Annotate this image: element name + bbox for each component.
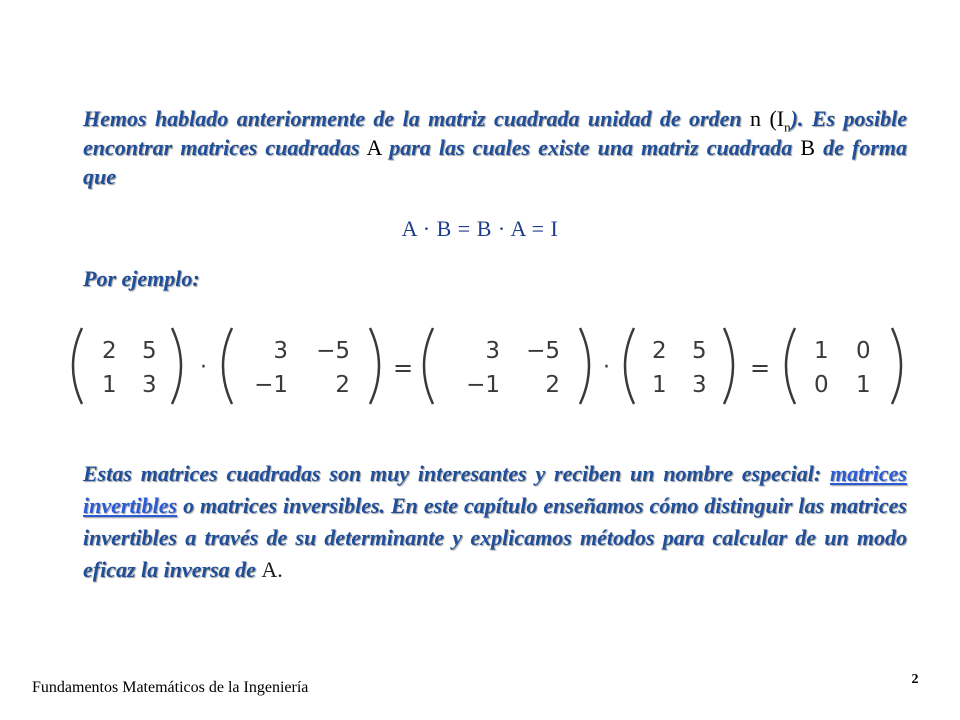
bracket-right [370,328,379,404]
page-number: 2 [911,672,919,687]
matrix-cell: 2 [102,338,117,364]
bracket-left [786,328,795,404]
matrix-cell: 2 [335,372,350,398]
intro-text-2: ). Es posible encontrar matrices cuadradas [83,106,908,160]
matrix-cell: 0 [814,372,829,398]
matrix-cell: 3 [142,372,157,398]
dot-operator: · [603,355,610,380]
intro-text-4: de forma que [83,135,907,189]
matrix-cell: −5 [526,338,560,364]
matrix-cell: 1 [652,372,667,398]
matrix-cell: −5 [316,338,350,364]
formula: A · B = B · A = I [401,216,559,241]
bracket-right [724,328,733,404]
matrix-equation [60,322,940,410]
matrix-cell: 2 [545,372,560,398]
matrix-cell: −1 [466,372,500,398]
bracket-left [424,328,433,404]
identity-matrix [786,328,901,404]
equals-sign: = [393,354,414,382]
matrix-cell: −1 [254,372,288,398]
identity-open: (I [769,106,785,131]
symbol-b: B [800,135,816,160]
matrix-4 [625,328,733,404]
matrix-cell: 1 [102,372,117,398]
matrix-1 [73,328,181,404]
bracket-right [172,328,181,404]
matrix-cell: 5 [142,338,157,364]
symbol-a-final: A. [261,557,283,582]
matrix-cell: 3 [485,338,500,364]
dot-operator: · [200,355,207,380]
bracket-left [73,328,82,404]
bracket-right [580,328,589,404]
matrix-cell: 2 [652,338,667,364]
bracket-left [223,328,232,404]
example-heading: Por ejemplo: [83,266,200,291]
identity-subscript: n [784,119,791,135]
matrix-3 [424,328,589,404]
intro-text-1: Hemos hablado anteriormente de la matriz cuadrada unidad de orden [83,106,742,131]
intro-paragraph [83,104,907,191]
symbol-a: A [366,135,382,160]
bracket-right [892,328,901,404]
identity-symbol [769,106,791,135]
intro-text-3: para las cuales existe una matriz cuadrada [389,135,793,160]
matrix-cell: 0 [856,338,871,364]
body-text-1: Estas matrices cuadradas son muy interesantes y reciben un nombre especial: [83,461,830,486]
matrix-cell: 5 [692,338,707,364]
footer-text: Fundamentos Matemáticos de la Ingeniería [32,679,309,696]
matrix-cell: 1 [814,338,829,364]
matrix-cell: 3 [692,372,707,398]
body-text-2: o matrices inversibles. En este capítulo enseñamos cómo distinguir las matrices invertibles a través de su determinante y explicamos métodos para calcular de un modo eficaz la inversa de [83,493,907,582]
equals-sign: = [750,354,771,382]
symbol-n: n [750,106,762,131]
matrices-invertibles-link[interactable]: matrices invertibles [83,461,907,518]
matrix-cell: 3 [273,338,288,364]
matrix-cell: 1 [856,372,871,398]
bracket-left [625,328,634,404]
body-paragraph [83,458,907,586]
matrix-2 [223,328,379,404]
